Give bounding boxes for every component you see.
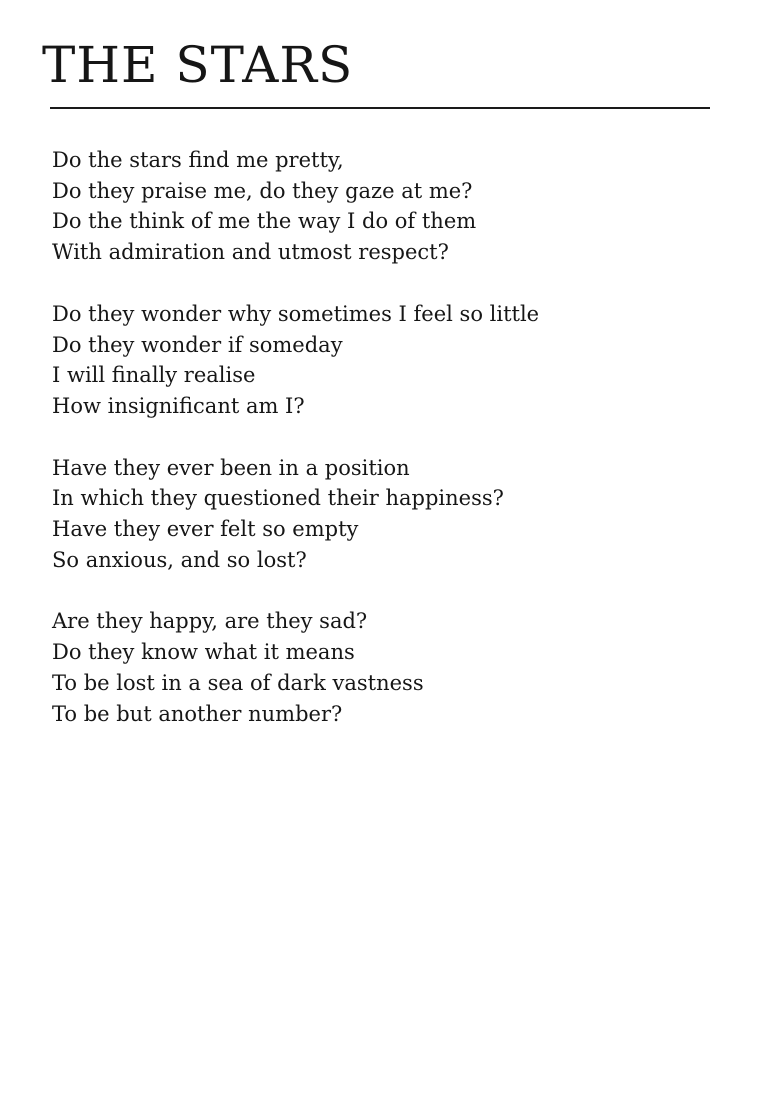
poem-line: So anxious, and so lost? <box>52 547 307 572</box>
poem-line: In which they questioned their happiness? <box>52 486 504 511</box>
poem-line: With admiration and utmost respect? <box>52 240 449 265</box>
poem-stanza <box>52 453 720 576</box>
poem-stanza <box>52 606 720 729</box>
poem-line: Have they ever felt so empty <box>52 517 359 542</box>
poem-line: Are they happy, are they sad? <box>52 609 368 634</box>
poem-line: To be lost in a sea of dark vastness <box>52 670 424 695</box>
poem-line: Do they praise me, do they gaze at me? <box>52 178 473 203</box>
poem-line: To be but another number? <box>52 701 343 726</box>
poem-line: Do they wonder if someday <box>52 332 343 357</box>
page-title: THE STARS <box>42 36 354 94</box>
poem-stanza <box>52 145 720 268</box>
poem-line: I will finally realise <box>52 363 256 388</box>
poem-line: Do they know what it means <box>52 640 355 665</box>
poem-line: Do the stars find me pretty, <box>52 148 344 172</box>
poem-line: Have they ever been in a position <box>52 455 410 480</box>
poem-line: Do the think of me the way I do of them <box>52 209 477 234</box>
poem-line: Do they wonder why sometimes I feel so little <box>52 301 540 326</box>
poem-stanza <box>52 299 720 422</box>
poem-line: How insignificant am I? <box>52 393 305 418</box>
poem-body <box>0 109 780 729</box>
document-header <box>0 0 780 109</box>
